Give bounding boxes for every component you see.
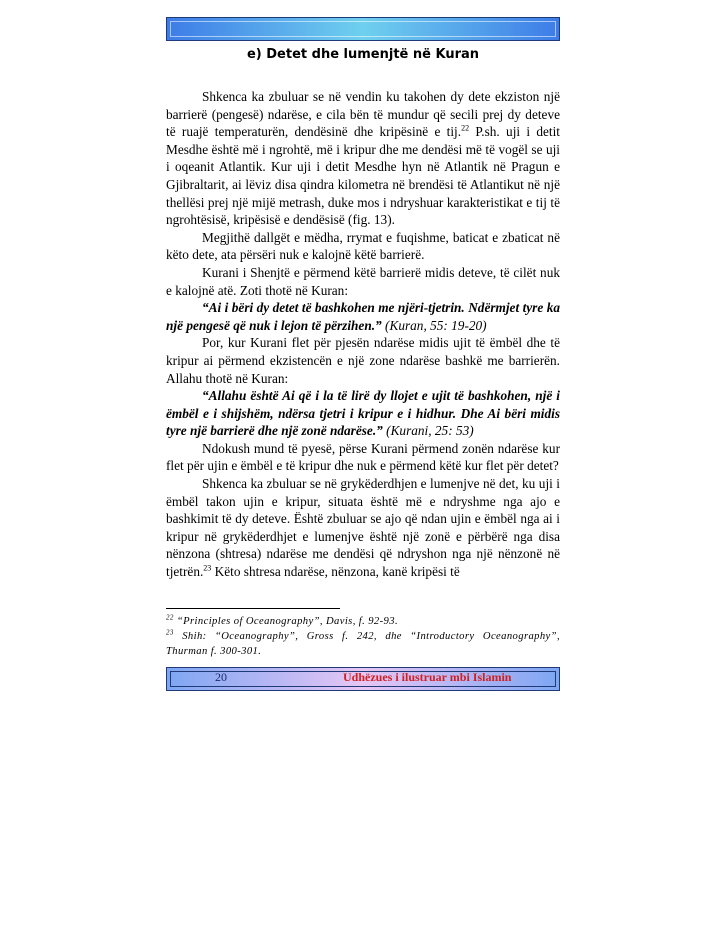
footer-bar [166, 667, 560, 691]
footnote-divider [166, 608, 340, 609]
main-text [166, 88, 560, 581]
paragraph-5: Ndokush mund të pyesë, përse Kurani përmend zonën ndarëse kur flet për ujin e ëmbël e të kripur dhe nuk e përmend këtë kur flet për detet? [166, 440, 560, 474]
footnote-22 [166, 614, 560, 629]
quote-1 [166, 299, 560, 334]
footnotes [166, 614, 560, 659]
footnote-23-text: Shih: “Oceanography”, Gross f. 242, dhe “Introductory Oceanography”, Thurman f. 300-301. [166, 631, 560, 657]
quote-2-reference: (Kurani, 25: 53) [382, 423, 474, 439]
footnote-22-number: 22 [166, 613, 174, 622]
paragraph-2: Megjithë dallgët e mëdha, rrymat e fuqishme, baticat e zbaticat në këto dete, ata përsëri nuk e kalojnë këtë barrierë. [166, 229, 560, 263]
paragraph-6-text-start: Shkenca ka zbuluar se në grykëderdhjen e lumenjve në det, ku uji i ëmbël takon ujin e kripur, situata është më e ndryshme nga ajo e bashkimit të dy deteve. Është zbuluar se ajo që ndan ujin e ëmbël nga ai i kripur në grykëderdhjet e lumenjve është një zonë e përbërë nga disa nënzona (shtresa) ndarëse me dendësi që ndryshon nga një nënzonë në tjetrën. [166, 476, 560, 580]
footnote-22-text: “Principles of Oceanography”, Davis, f. 92-93. [173, 616, 398, 627]
footnote-23 [166, 629, 560, 659]
paragraph-4: Por, kur Kurani flet për pjesën ndarëse midis ujit të ëmbël dhe të kripur ai përmend ekzistencën e një zone ndarëse bashkë me barrierën. Allahu thotë në Kuran: [166, 335, 560, 386]
paragraph-3: Kurani i Shenjtë e përmend këtë barrierë midis deteve, të cilët nuk e kalojnë atë. Zoti thotë në Kuran: [166, 264, 560, 298]
quote-1-reference: (Kuran, 55: 19-20) [381, 317, 487, 333]
section-title: e) Detet dhe lumenjtë në Kuran [246, 47, 480, 62]
quote-2 [166, 387, 560, 440]
footnote-23-number: 23 [166, 628, 174, 637]
quote-2-text: “Allahu është Ai që i la të lirë dy llojet e ujit të bashkohen, një i ëmbël e i shijshëm, ndërsa tjetri i kripur e i hidhur. Dhe Ai bëri midis tyre një barrierë dhe një zonë ndarëse.” [166, 388, 560, 439]
footnote-ref-22: 22 [461, 123, 470, 133]
quote-1-text: “Ai i bëri dy detet të bashkohen me njëri-tjetrin. Ndërmjet tyre ka një pengesë që nuk i lejon të përzihen.” [166, 300, 560, 333]
paragraph-1 [166, 88, 560, 229]
page-number: 20 [215, 670, 227, 684]
paragraph-1-text-start: Shkenca ka zbuluar se në vendin ku takohen dy dete ekziston një barrierë (pengesë) ndarëse, e cila bën të mundur që secili prej dy deteve të ruajë temperaturën, dendësinë dhe kripësinë e tij. [166, 89, 560, 140]
header-bar-inner-frame [170, 21, 556, 37]
paragraph-6 [166, 475, 560, 581]
header-decorative-bar [166, 17, 560, 41]
book-title: Udhëzues i ilustruar mbi Islamin [343, 670, 512, 684]
paragraph-1-text-end: P.sh. uji i detit Mesdhe është më i ngrohtë, më i kripur dhe me dendësi më të vogël se uji i oqeanit Atlantik. Kur uji i detit Mesdhe hyn në Atlantik në Pragun e Gjibraltarit, ai lëviz disa qindra kilometra në brendësi të Atlantikut në një thellësi prej një mijë metrash, duke mos i ndryshuar karakteristikat e tij të ngrohtësisë, kripësisë e dendësisë (fig. 13). [166, 124, 560, 228]
footnote-ref-23: 23 [203, 563, 212, 573]
paragraph-6-text-end: Këto shtresa ndarëse, nënzona, kanë kripësi të [211, 564, 460, 580]
